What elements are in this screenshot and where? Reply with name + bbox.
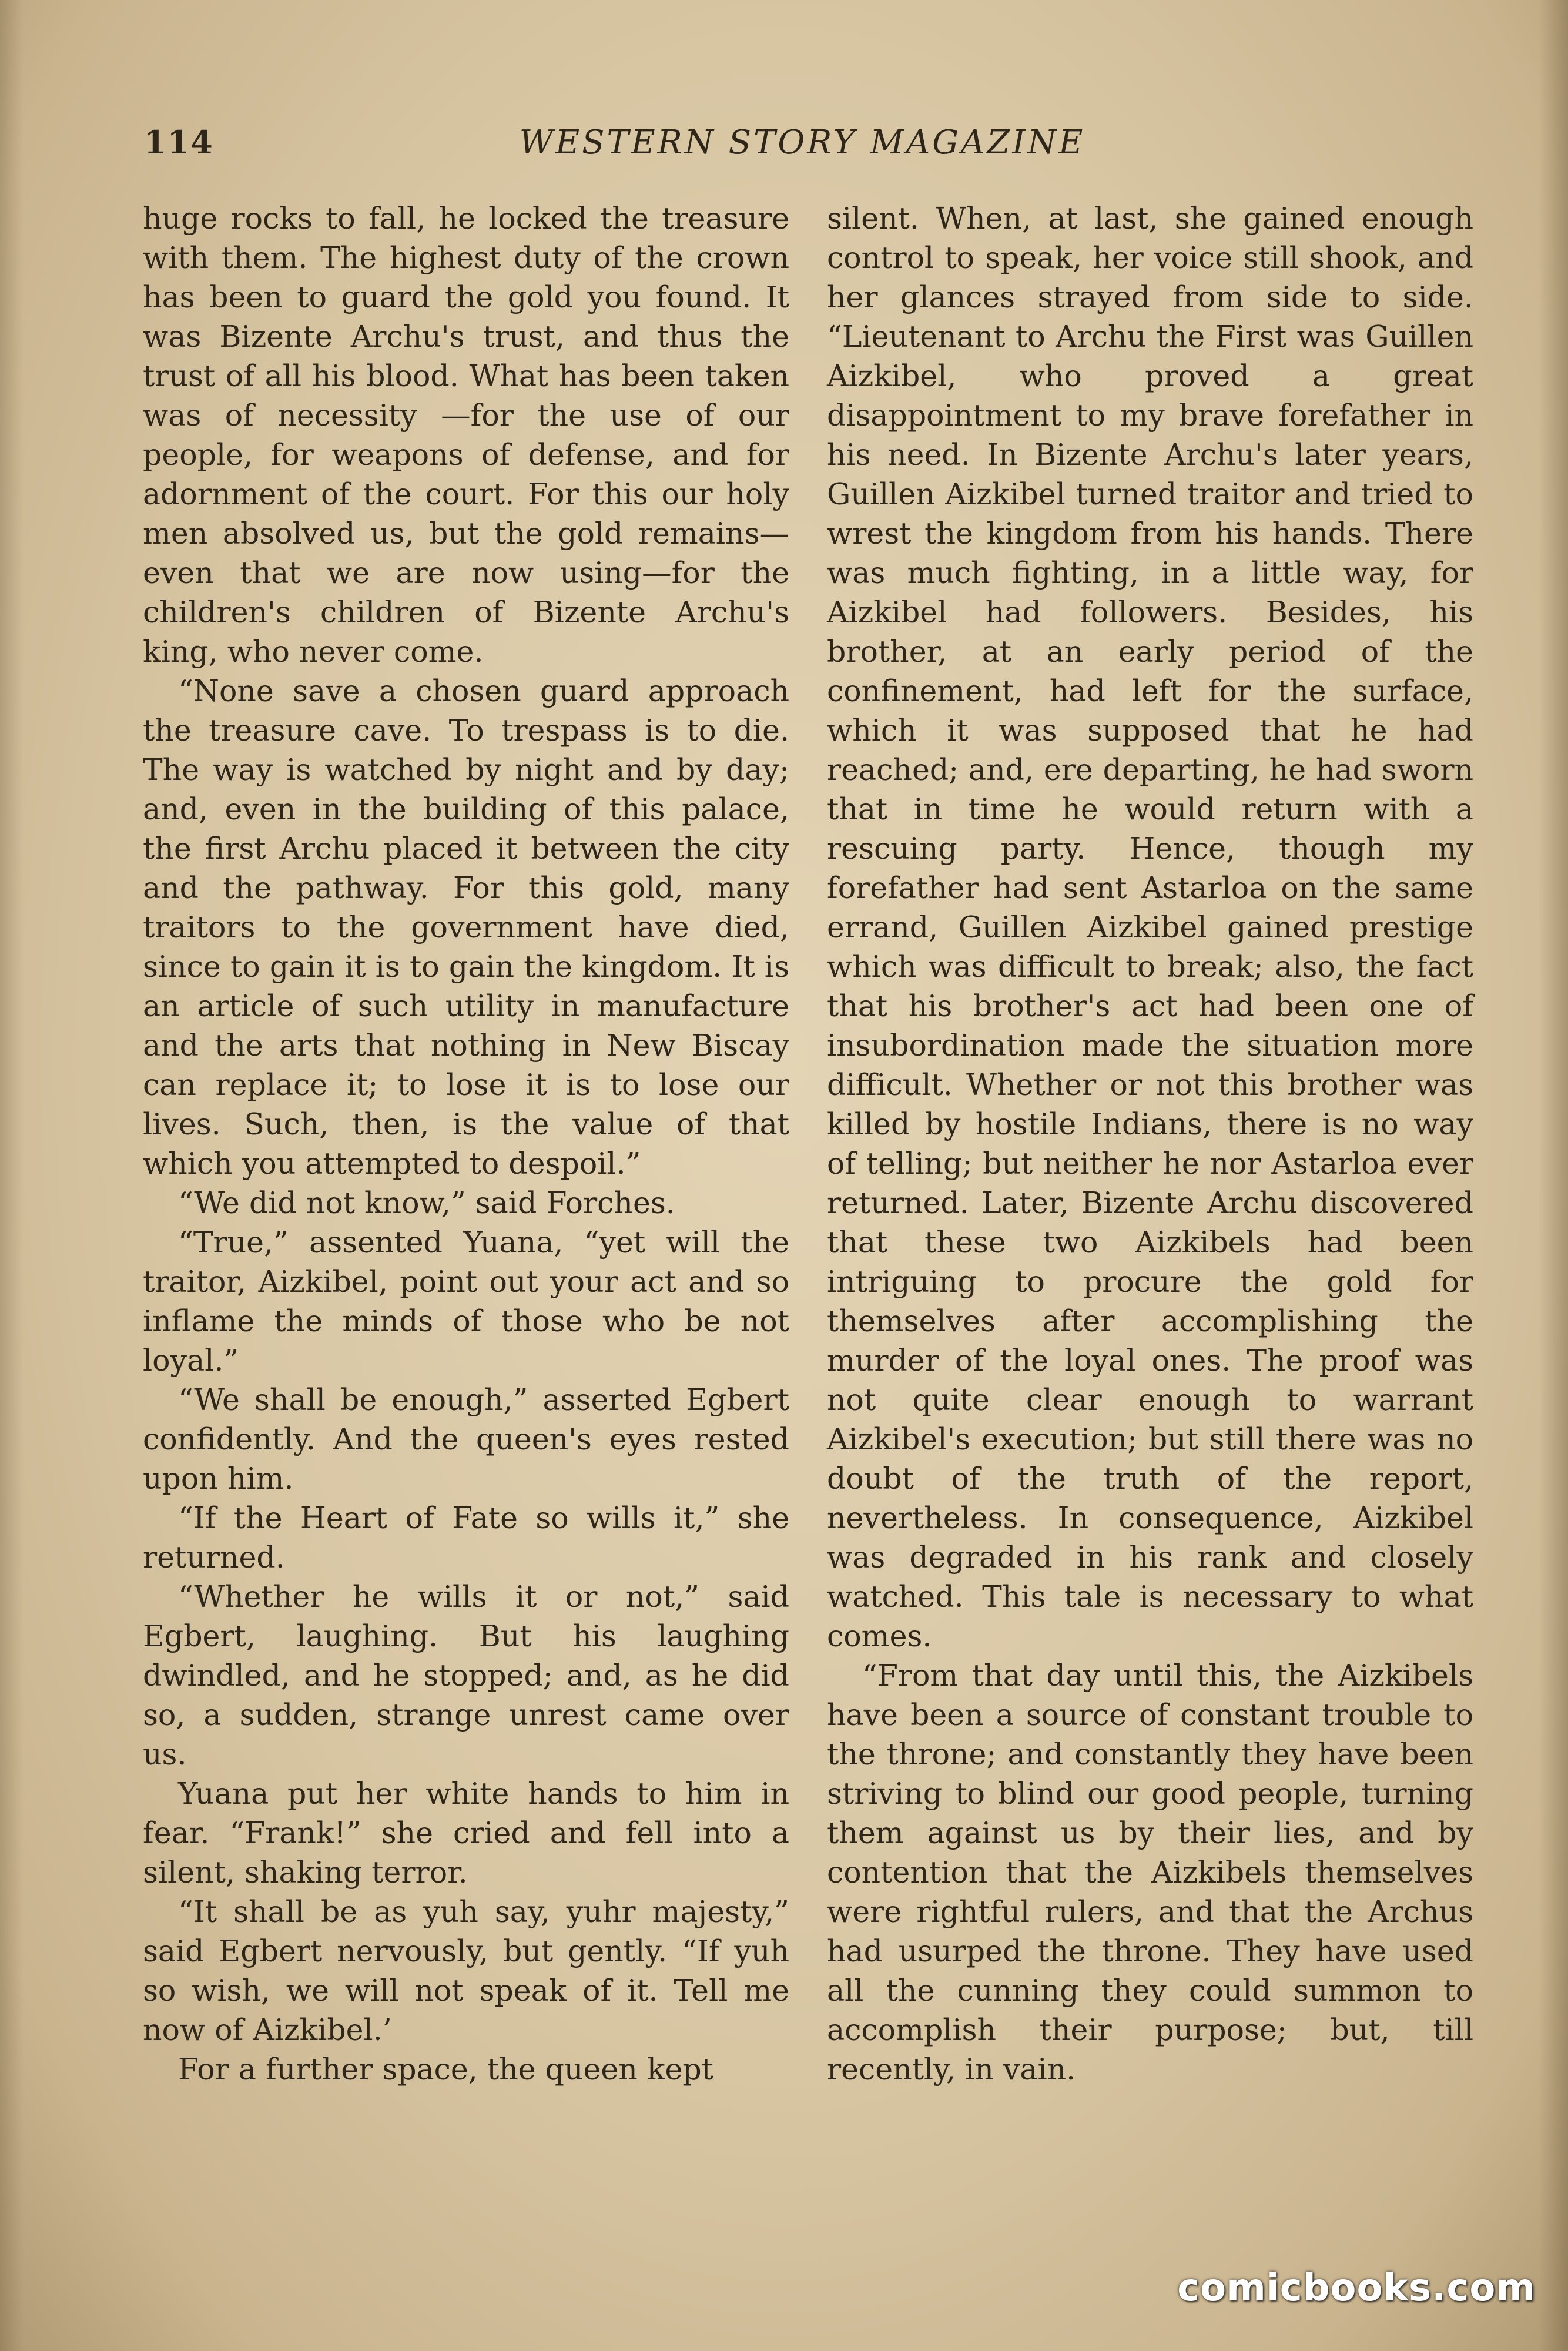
page-edge-shadow-left xyxy=(0,0,24,2351)
page-number: 114 xyxy=(144,123,214,161)
paragraph: “It shall be as yuh say, yuhr majesty,” said Egbert nervously, but gently. “If yuh so wish, we will not speak of it. Tell me now of Aizkibel.’ xyxy=(143,1894,789,2047)
paragraph: For a further space, the queen kept xyxy=(178,2052,713,2087)
paragraph: “True,” assented Yuana, “yet will the traitor, Aizkibel, point out your act and so inflame the minds of those who be not loyal.” xyxy=(143,1225,789,1378)
paragraph: “We did not know,” said Forches. xyxy=(178,1185,675,1220)
paragraph: “From that day until this, the Aizkibels have been a source of constant trouble to the throne; and constantly they have been striving to blind our good people, turning them against us by their lies, and by contention that the Aizkibels themselves were rightful rulers, and that the Archus had usurped the throne. They have used all the cunning they could summon to accomplish their purpose; but, till recently, in vain. xyxy=(827,1658,1473,2087)
paragraph: “If the Heart of Fate so wills it,” she returned. xyxy=(143,1501,789,1575)
watermark: comicbooks.com xyxy=(1177,2266,1536,2310)
paragraph: huge rocks to fall, he locked the treasure with them. The highest duty of the crown has been to guard the gold you found. It was Bizente Archu's trust, and thus the trust of all his blood. What has been taken was of necessity —for the use of our people, for weapons of defense, and for adornment of the court. For this our holy men absolved us, but the gold remains—even that we are now using—for the children's children of Bizente Archu's king, who never come. xyxy=(143,201,789,669)
running-head: WESTERN STORY MAGAZINE xyxy=(519,123,1085,162)
paragraph: silent. When, at last, she gained enough control to speak, her voice still shook, and her glances strayed from side to side. “Lieutenant to Archu the First was Guillen Aizkibel, who proved a great disappointment to my brave forefather in his need. In Bizente Archu's later years, Guillen Aizkibel turned traitor and tried to wrest the kingdom from his hands. There was much fighting, in a little way, for Aizkibel had followers. Besides, his brother, at an early period of the confinement, had left for the surface, which it was supposed that he had reached; and, ere departing, he had sworn that in time he would return with a rescuing party. Hence, though my forefather had sent Astarloa on the same errand, Guillen Aizkibel gained prestige which was difficult to break; also, the fact that his brother's act had been one of insubordination made the situation more difficult. Whether or not this brother was killed by hostile Indians, there is no way of telling; but neither he nor Astarloa ever returned. Later, Bizente Archu discovered that these two Aizkibels had been intriguing to procure the gold for themselves after accomplishing the murder of the loyal ones. The proof was not quite clear enough to warrant Aizkibel's execution; but still there was no doubt of the truth of the report, nevertheless. In consequence, Aizkibel was degraded in his rank and closely watched. This tale is necessary to what comes. xyxy=(827,201,1473,1653)
page-header xyxy=(144,123,1460,170)
paragraph: Yuana put her white hands to him in fear. “Frank!” she cried and fell into a silent, shaking terror. xyxy=(143,1776,789,1890)
paragraph: “Whether he wills it or not,” said Egbert, laughing. But his laughing dwindled, and he stopped; and, as he did so, a sudden, strange unrest came over us. xyxy=(143,1579,789,1771)
paragraph: “None save a chosen guard approach the treasure cave. To trespass is to die. The way is watched by night and by day; and, even in the building of this palace, the first Archu placed it between the city and the pathway. For this gold, many traitors to the government have died, since to gain it is to gain the kingdom. It is an article of such utility in manufacture and the arts that nothing in New Biscay can replace it; to lose it is to lose our lives. Such, then, is the value of that which you attempted to despoil.” xyxy=(143,674,789,1181)
page-edge-shadow-right xyxy=(1539,0,1568,2351)
right-column xyxy=(827,199,1473,2089)
left-column xyxy=(143,199,789,2089)
paragraph: “We shall be enough,” asserted Egbert confidently. And the queen's eyes rested upon him. xyxy=(143,1382,789,1496)
